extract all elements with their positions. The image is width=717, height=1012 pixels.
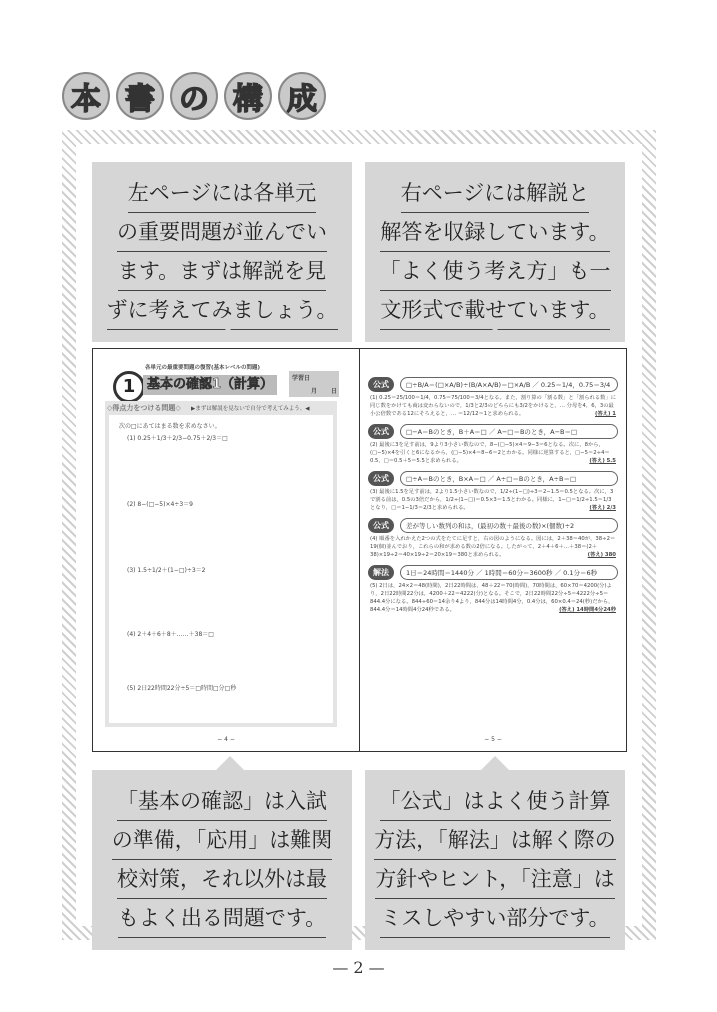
explanation: (2) 最後に3を足す前は，9より3小さい数なので，8−(□−5)×4＝9−3＝6となる。次に，8から，(□−5)×4を引くと6になるから，(□−5)×4＝8−6＝2とわかる。同様に逆算すると，□−5＝2÷4＝0.5，□＝0.5＋5＝5.5と求められる。 (370, 442, 610, 464)
title-char: 本 (62, 72, 110, 120)
block-2 (360, 424, 626, 465)
callout-bottom-left (92, 770, 352, 950)
question: (5) 2日22時間22分÷5＝□時間□分□秒 (127, 685, 237, 692)
callout-line: 解答を収録しています。 (380, 213, 609, 252)
explanation: (1) 0.25＝25/100＝1/4，0.75＝75/100＝3/4となる。また，割り算の「割る数」と「割られる数」に同じ数をかけても商は変わらないので，1/3と2/3のどちらにも3/2をかけると，… 分母を4，6，3の最小公倍数である12にそろえると，… ＝12/12＝1と求められる。 (370, 395, 617, 417)
callout-line: 方法，「解法」は解く際の (374, 821, 616, 860)
callout-line: 「公式」はよく使う計算 (380, 782, 611, 821)
instruction: 次の□にあてはまる数を求めなさい。 (119, 423, 221, 430)
callout-line: ます。まずは解説を見 (118, 252, 326, 291)
header-note: 各単元の最重要問題の復習(基本レベルの問題) (145, 365, 261, 371)
callout-line: の重要問題が並んでい (117, 213, 327, 252)
callout-line: 方針やヒント，「注意」は (375, 860, 615, 899)
callout-line: 右ページには解説と (401, 174, 590, 213)
callout-line: もよく出る問題です。 (118, 899, 326, 938)
page-title (62, 72, 326, 120)
unit-number: 1 (113, 371, 145, 403)
block-5 (360, 565, 626, 614)
explanation: (3) 最後に1.5を足す前は，2より1.5小さい数なので，1/2÷(1−□)÷3＝2−1.5＝0.5となる。次に，3で割る前は，0.5の3倍だから，1/2÷(1−□)＝0.5×3＝1.5とわかる。同様に，1−□＝1/2÷1.5＝1/3となり，□＝1−1/3＝2/3と求められる。 (370, 489, 614, 511)
section-heading: ◇得点力をつける問題◇ (107, 404, 181, 412)
formula-tag: 公式 (368, 471, 394, 486)
callout-line: ずに考えてみましょう。 (107, 291, 338, 330)
book-spread (92, 348, 627, 752)
callout-line: 「よく使う考え方」も一 (380, 252, 611, 291)
pointer-arrow (481, 756, 509, 770)
answer: (答え) 5.5 (589, 458, 616, 464)
block-4 (360, 518, 626, 559)
page-number: − 4 − (217, 736, 235, 743)
answer: (答え) 14時間4分24秒 (559, 607, 616, 613)
study-date-label: 学習日 (292, 375, 311, 382)
problem-area (105, 401, 337, 727)
block-3 (360, 471, 626, 512)
title-char: 書 (116, 72, 164, 120)
callout-bottom-right (365, 770, 625, 950)
page-footer-number: — 2 — (332, 958, 385, 977)
formula-tag: 公式 (368, 424, 394, 439)
day-label: 日 (331, 388, 338, 395)
answer: (答え) 2/3 (589, 505, 616, 511)
formula-tag: 解法 (368, 565, 394, 580)
pointer-arrow (481, 318, 509, 332)
pointer-arrow (214, 318, 242, 332)
callout-line: 校対策，それ以外は最 (117, 860, 327, 899)
unit-title: 基本の確認1（計算） (143, 375, 277, 395)
title-char: 成 (278, 72, 326, 120)
callout-top-right (365, 162, 625, 342)
callout-top-left (92, 162, 352, 342)
callout-line: 「基本の確認」は入試 (117, 782, 327, 821)
left-page (93, 349, 360, 751)
title-char: 構 (224, 72, 272, 120)
month-label: 月 (311, 388, 318, 395)
block-1 (360, 377, 626, 418)
answer: (答え) 380 (587, 552, 616, 558)
formula: □÷B/A＝(□×A/B)÷(B/A×A/B)＝□×A/B ／ 0.25＝1/4，0.75＝3/4 (400, 377, 618, 392)
right-page (360, 349, 626, 751)
question: (1) 0.25＋1/3＋2/3−0.75＋2/3＝□ (127, 435, 228, 442)
explanation: (5) 2日は，24×2＝48(時間)，2日22時間は，48＋22＝70(時間)，70時間は，60×70＝4200(分)より，2日22時間22分は，4200＋22＝4222(分)となる。そこで，2日22時間22分÷5＝4222分÷5＝844.4分になる。844÷60＝14余り4より，844分は14時間4分，0.4分は，60×0.4＝24(秒)だから，844.4分＝14時間4分24秒である。 (370, 583, 614, 613)
formula: 差が等しい数列の和は，(最初の数＋最後の数)×(個数)÷2 (400, 518, 618, 533)
callout-line: の準備，「応用」は難関 (112, 821, 333, 860)
question: (2) 8−(□−5)×4÷3＝9 (127, 501, 193, 508)
formula-tag: 公式 (368, 377, 394, 392)
title-char: の (170, 72, 218, 120)
question: (3) 1.5÷1/2＋(1−□)÷3＝2 (127, 567, 206, 574)
question: (4) 2＋4＋6＋8＋……＋38＝□ (127, 631, 214, 638)
callout-line: 文形式で載せています。 (380, 291, 609, 330)
callout-line: ミスしやすい部分です。 (380, 899, 609, 938)
explanation: (4) 順番を入れかえた2つの式をたてに足すと，右の図のようになる。図には，2＋38＝40が，38÷2＝19(個)並んでおり，これらの和が求める数の2倍になる。したがって，2＋4＋6＋…＋38＝(2＋38)×19÷2＝40×19÷2＝20×19＝380と求められる。 (370, 536, 616, 558)
study-date-box (289, 371, 339, 397)
formula-tag: 公式 (368, 518, 394, 533)
formula: □−A＝Bのとき，B＋A＝□ ／ A−□＝Bのとき，A−B＝□ (400, 424, 618, 439)
pointer-arrow (216, 756, 244, 770)
page-number: − 5 − (484, 736, 502, 743)
formula: □÷A＝Bのとき，B×A＝□ ／ A÷□＝Bのとき，A÷B＝□ (400, 471, 618, 486)
section-note: ▶まずは解説を見ないで自分で考えてみよう。◀ (191, 406, 310, 412)
callout-line: 左ページには各単元 (128, 174, 317, 213)
answer: (答え) 1 (595, 411, 616, 417)
formula: 1日＝24時間＝1440分 ／ 1時間＝60分＝3600秒 ／ 0.1分＝6秒 (400, 565, 618, 580)
